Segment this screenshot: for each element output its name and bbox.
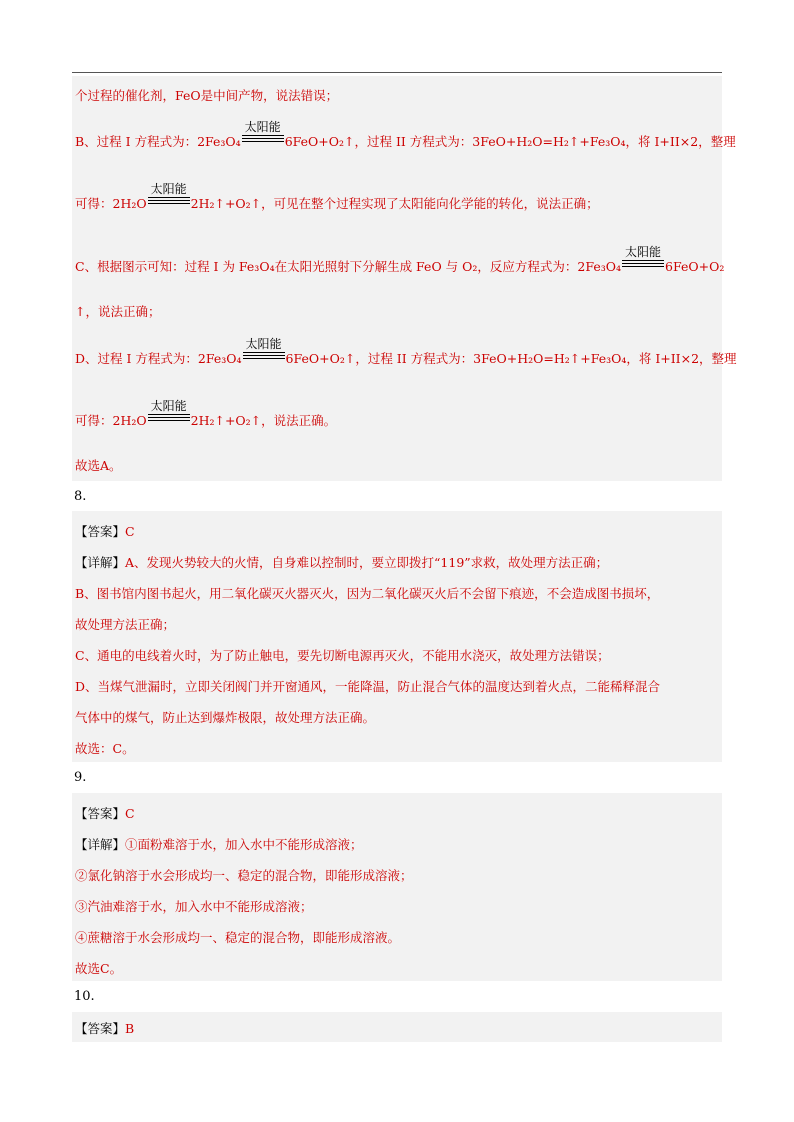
q8-detail-line6: 气体中的煤气，防止达到爆炸极限，故处理方法正确。 xyxy=(75,710,376,725)
condition-label: 太阳能 xyxy=(245,337,282,351)
q9-answer-line xyxy=(75,804,135,822)
reaction-condition-sign xyxy=(148,399,190,425)
reaction-condition-sign xyxy=(243,337,285,363)
q10-answer-line xyxy=(75,1019,134,1037)
q10-solution-block xyxy=(72,1012,722,1042)
reaction-condition-sign xyxy=(148,182,190,208)
q8-number: 8. xyxy=(74,489,87,504)
q9-detail-line2: ②氯化钠溶于水会形成均一、稳定的混合物，即能形成溶液； xyxy=(75,868,413,883)
q7-option-d-line2 xyxy=(75,399,337,429)
q9-detail-line1: 【详解】①面粉难溶于水，加入水中不能形成溶液； xyxy=(75,837,363,852)
q7-b-line2-pre: 可得：2H₂O xyxy=(75,196,147,211)
q7-line1: 个过程的催化剂，FeO是中间产物，说法错误； xyxy=(75,88,339,103)
q10-answer: B xyxy=(125,1021,135,1036)
q8-detail-line1: 【详解】A、发现火势较大的火情，自身难以控制时，要立即拨打“119”求救，故处理方法正确； xyxy=(75,555,609,570)
q7-d-line2-pre: 可得：2H₂O xyxy=(75,413,147,428)
answer-tag: 【答案】 xyxy=(75,524,126,539)
q9-answer: C xyxy=(125,806,135,821)
q8-answer: C xyxy=(125,524,135,539)
q7-d-pre: D、过程 I 方程式为：2Fe₃O₄ xyxy=(75,351,242,366)
q9-solution-block xyxy=(72,793,722,981)
q7-d-mid: 6FeO+O₂↑，过程 II 方程式为：3FeO+H₂O=H₂↑+Fe₃O₄，将 I+II×2，整理 xyxy=(285,351,737,366)
answer-tag: 【答案】 xyxy=(75,1021,126,1036)
condition-label: 太阳能 xyxy=(150,182,187,196)
q7-d-line2-post: 2H₂↑+O₂↑，说法正确。 xyxy=(190,413,337,428)
q7-solution-block xyxy=(72,76,737,481)
q9-detail-line4: ④蔗糖溶于水会形成均一、稳定的混合物，即能形成溶液。 xyxy=(75,930,401,945)
q8-choice: 故选：C。 xyxy=(75,741,135,756)
q7-option-b-line2 xyxy=(75,182,599,212)
condition-label: 太阳能 xyxy=(625,245,662,259)
q8-detail-line5: D、当煤气泄漏时，立即关闭阀门并开窗通风，一能降温，防止混合气体的温度达到着火点，二能稀释混合 xyxy=(75,679,661,694)
reaction-condition-sign xyxy=(622,245,664,271)
q9-choice: 故选C。 xyxy=(75,961,123,976)
q8-detail-line3: 故处理方法正确； xyxy=(75,617,176,632)
q8-detail-line2: B、图书馆内图书起火，用二氧化碳灭火器灭火，因为二氧化碳灭火后不会留下痕迹，不会造成图书损坏， xyxy=(75,586,660,601)
condition-label: 太阳能 xyxy=(150,399,187,413)
q7-b-line2-post: 2H₂↑+O₂↑，可见在整个过程实现了太阳能向化学能的转化，说法正确； xyxy=(190,196,599,211)
q9-detail-line3: ③汽油难溶于水，加入水中不能形成溶液； xyxy=(75,899,313,914)
q7-choice: 故选A。 xyxy=(75,458,122,473)
q7-b-mid: 6FeO+O₂↑，过程 II 方程式为：3FeO+H₂O=H₂↑+Fe₃O₄，将 I+II×2，整理 xyxy=(284,134,736,149)
q7-option-d-line1 xyxy=(75,337,737,367)
detail-tag: 【详解】 xyxy=(75,555,126,570)
q10-number: 10. xyxy=(74,989,95,1004)
q7-b-pre: B、过程 I 方程式为：2Fe₃O₄ xyxy=(75,134,241,149)
header-rule xyxy=(72,72,722,73)
q7-c-post: 6FeO+O₂ xyxy=(665,259,725,274)
q8-detail-line4: C、通电的电线着火时，为了防止触电，要先切断电源再灭火，不能用水浇灭，故处理方法错误； xyxy=(75,648,610,663)
q8-solution-block xyxy=(72,511,722,762)
q7-option-c-line2: ↑，说法正确； xyxy=(75,304,161,319)
condition-label: 太阳能 xyxy=(244,120,281,134)
q9-number: 9. xyxy=(74,770,87,785)
detail-tag: 【详解】 xyxy=(75,837,126,852)
answer-tag: 【答案】 xyxy=(75,806,126,821)
reaction-condition-sign xyxy=(242,120,284,146)
q7-option-c-line1 xyxy=(75,245,725,275)
q7-c-pre: C、根据图示可知：过程 I 为 Fe₃O₄在太阳光照射下分解生成 FeO 与 O₂，反应方程式为：2Fe₃O₄ xyxy=(75,259,622,274)
q7-option-b-line1 xyxy=(75,120,736,150)
q8-answer-line xyxy=(75,522,135,540)
